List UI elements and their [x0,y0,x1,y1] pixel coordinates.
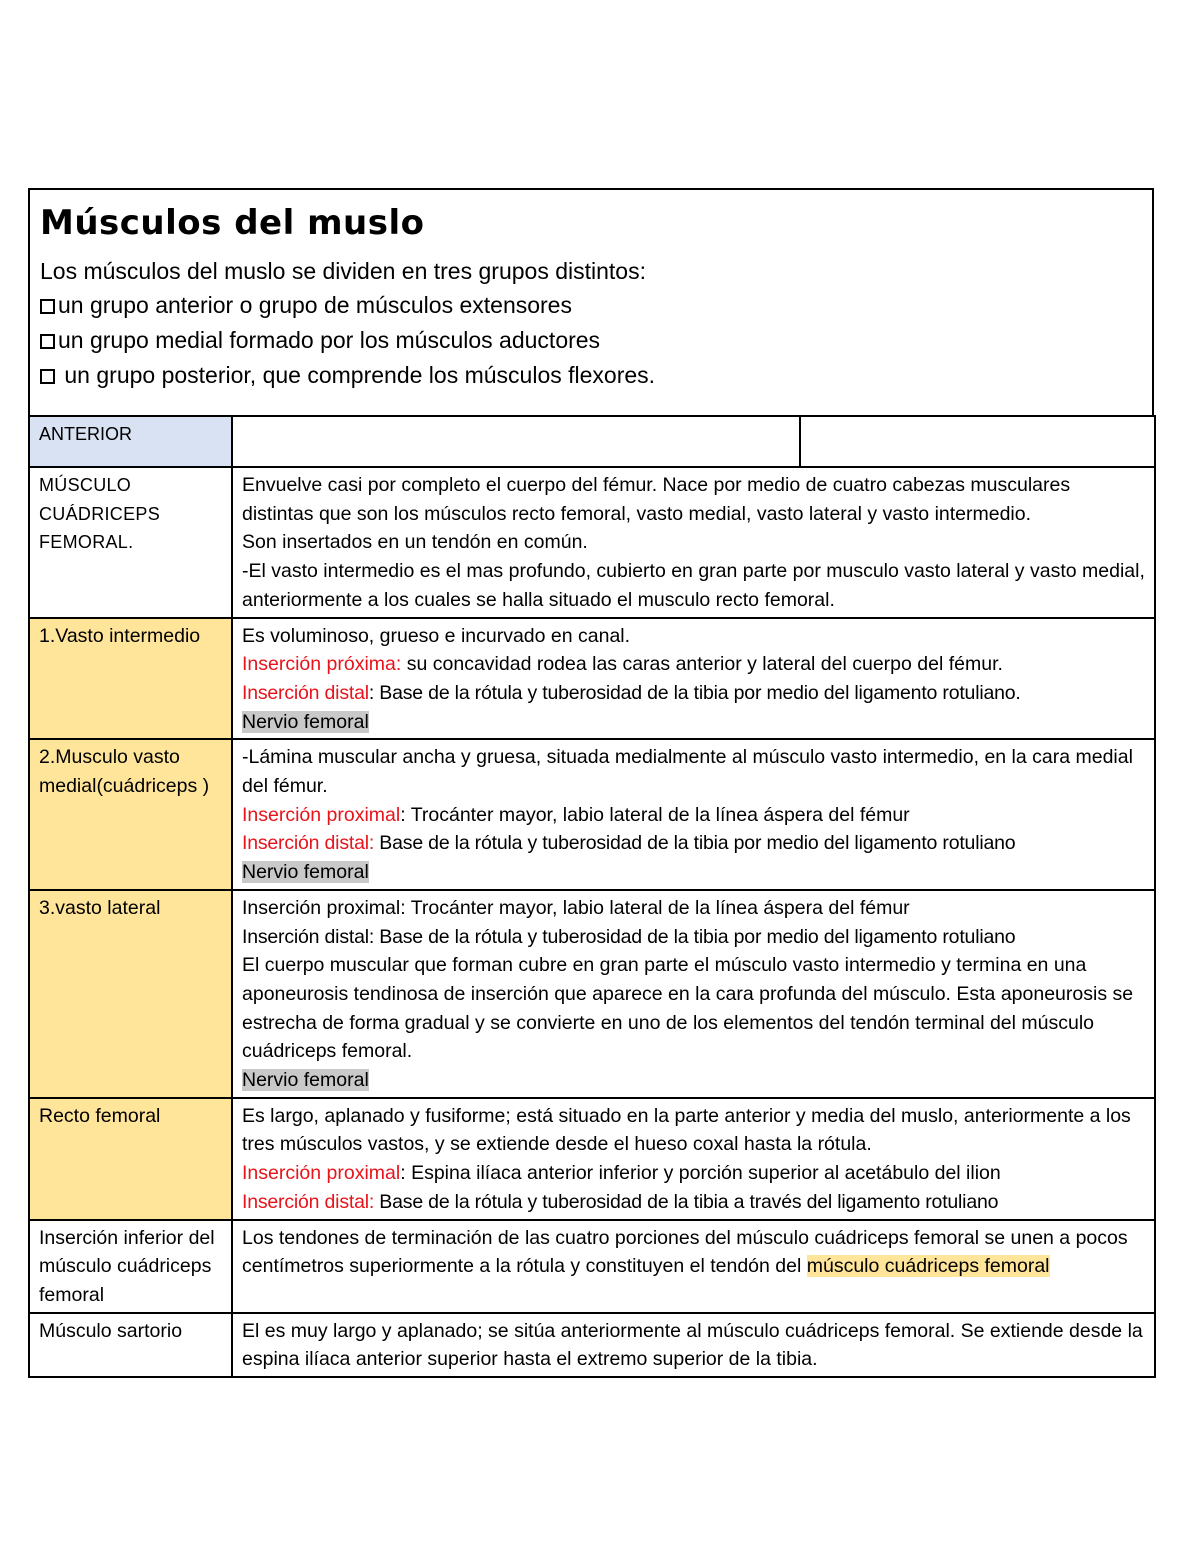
muscle-table [28,415,1156,1378]
insertion-label: Inserción proximal [242,803,401,826]
nerve-label: Nervio femoral [242,710,369,733]
table-row [29,416,1155,467]
header-section [28,188,1154,415]
checkbox-bullet-icon [40,334,55,349]
document-page [28,188,1154,1378]
section-label-anterior: ANTERIOR [29,416,232,467]
table-row [29,467,1155,618]
row-content: El es muy largo y aplanado; se sitúa anteriormente al músculo cuádriceps femoral. Se extiende desde la espina ilíaca anterior superior hasta el extremo superior de la tibia. [232,1313,1155,1377]
table-row [29,890,1155,1098]
checkbox-bullet-icon [40,299,55,314]
row-content: Los tendones de terminación de las cuatro porciones del músculo cuádriceps femoral se unen a pocos centímetros superiormente a la rótula y constituyen el tendón del músculo cuádriceps femoral [232,1220,1155,1313]
row-label: Recto femoral [29,1098,232,1220]
table-row [29,1313,1155,1377]
row-content: Inserción proximal: Trocánter mayor, labio lateral de la línea áspera del fémur Inserción distal: Base de la rótula y tuberosidad de la tibia por medio del ligamento rotuliano El cuerpo muscular que forman cubre en gran parte el músculo vasto intermedio y termina en una aponeurosis tendinosa de inserción que aparece en la cara profunda del músculo. Esta aponeurosis se estrecha de forma gradual y se convierte en uno de los elementos del tendón terminal del músculo cuádriceps femoral. Nervio femoral [232,890,1155,1098]
table-row [29,739,1155,890]
table-row [29,1098,1155,1220]
checkbox-bullet-icon [40,369,55,384]
row-content: -Lámina muscular ancha y gruesa, situada medialmente al músculo vasto intermedio, en la cara medial del fémur. Inserción proximal: Trocánter mayor, labio lateral de la línea áspera del fémur Inserción distal: Base de la rótula y tuberosidad de la tibia por medio del ligamento rotuliano Nervio femoral [232,739,1155,890]
nerve-label: Nervio femoral [242,861,369,884]
row-label: Inserción inferior del músculo cuádriceps femoral [29,1220,232,1313]
empty-cell [232,416,800,467]
row-label: 3.vasto lateral [29,890,232,1098]
row-content: Es largo, aplanado y fusiforme; está situado en la parte anterior y media del muslo, anteriormente a los tres músculos vastos, y se extiende desde el hueso coxal hasta la rótula. Inserción proximal: Espina ilíaca anterior inferior y porción superior al acetábulo del ilion Inserción distal: Base de la rótula y tuberosidad de la tibia a través del ligamento rotuliano [232,1098,1155,1220]
page-title: Músculos del muslo [40,203,425,243]
bullet-item: un grupo medial formado por los músculos aductores [40,323,1142,358]
table-row [29,1220,1155,1313]
table-row [29,618,1155,740]
insertion-label: Inserción distal: [242,1190,375,1213]
row-content: Es voluminoso, grueso e incurvado en canal. Inserción próxima: su concavidad rodea las caras anterior y lateral del cuerpo del fémur. Inserción distal: Base de la rótula y tuberosidad de la tibia por medio del ligamento rotuliano. Nervio femoral [232,618,1155,740]
insertion-label: Inserción distal: [242,832,375,855]
bullet-item: un grupo posterior, que comprende los músculos flexores. [40,358,1142,393]
intro-text: Los músculos del muslo se dividen en tres grupos distintos: [40,258,646,284]
row-content: Envuelve casi por completo el cuerpo del fémur. Nace por medio de cuatro cabezas musculares distintas que son los músculos recto femoral, vasto medial, vasto lateral y vasto intermedio. Son insertados en un tendón en común. -El vasto intermedio es el mas profundo, cubierto en gran parte por musculo vasto lateral y vasto medial, anteriormente a los cuales se halla situado el musculo recto femoral. [232,467,1155,618]
row-label: 2.Musculo vasto medial(cuádriceps ) [29,739,232,890]
row-label: Músculo sartorio [29,1313,232,1377]
empty-cell [800,416,1155,467]
row-label: 1.Vasto intermedio [29,618,232,740]
insertion-label: Inserción próxima: [242,653,402,676]
insertion-label: Inserción proximal [242,1162,401,1185]
bullet-item: un grupo anterior o grupo de músculos extensores [40,288,1142,323]
row-label: MÚSCULO CUÁDRICEPS FEMORAL. [29,467,232,618]
insertion-label: Inserción distal [242,681,369,704]
nerve-label: Nervio femoral [242,1069,369,1092]
highlighted-text: músculo cuádriceps femoral [806,1255,1050,1278]
